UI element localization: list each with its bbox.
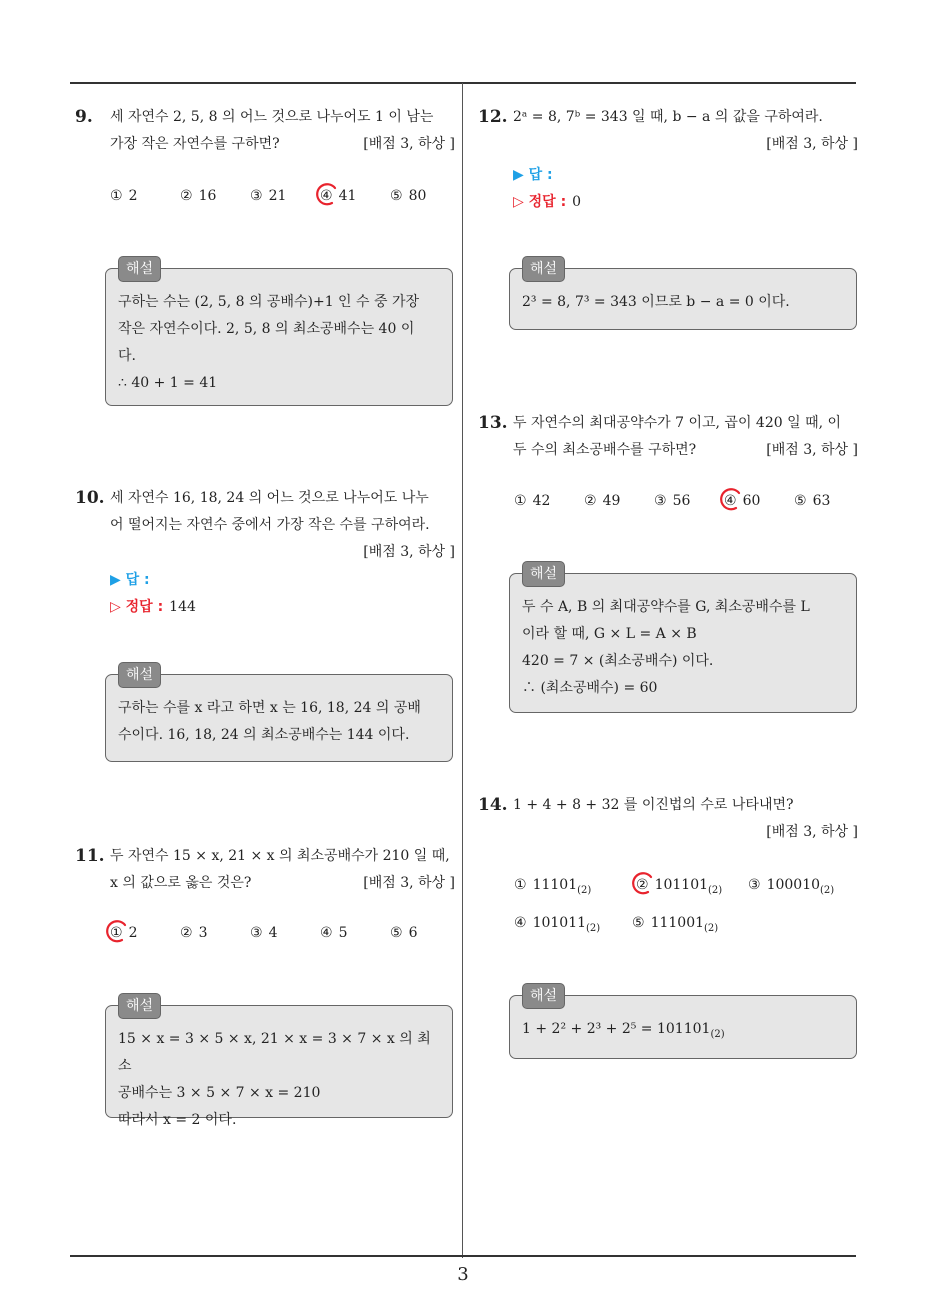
choice-3[interactable] bbox=[654, 491, 690, 511]
answer-block-q10 bbox=[110, 567, 196, 621]
explanation-line: 2³ = 8, 7³ = 343 이므로 b − a = 0 이다. bbox=[522, 294, 790, 310]
question-text-line: 어 떨어지는 자연수 중에서 가장 작은 수를 구하여라. bbox=[110, 517, 430, 533]
choice-value: 2 bbox=[128, 188, 138, 204]
choice-number: ③ bbox=[748, 877, 761, 893]
choice-value: 60 bbox=[742, 493, 761, 509]
explanation-line: 따라서 x = 2 이다. bbox=[118, 1112, 237, 1128]
choice-number: ② bbox=[584, 493, 597, 509]
choice-value: 42 bbox=[532, 493, 551, 509]
choice-2[interactable] bbox=[636, 875, 722, 901]
explanation-line: ∴ (최소공배수) = 60 bbox=[522, 680, 658, 696]
explanation-box-q12 bbox=[509, 261, 857, 330]
selected-answer-mark-icon bbox=[105, 919, 130, 944]
choice-value: 80 bbox=[408, 188, 427, 204]
choice-value: 11101 bbox=[532, 877, 578, 893]
choices-q11 bbox=[110, 923, 450, 945]
choice-number: ⑤ bbox=[390, 925, 403, 941]
choice-number: ⑤ bbox=[390, 188, 403, 204]
choice-2[interactable] bbox=[584, 491, 620, 511]
correct-value: 144 bbox=[169, 599, 196, 615]
choice-4[interactable] bbox=[514, 913, 600, 939]
explanation-box-q11 bbox=[105, 998, 453, 1128]
correct-value: 0 bbox=[572, 194, 582, 210]
choice-2[interactable] bbox=[180, 923, 207, 943]
base-subscript: (2) bbox=[820, 884, 835, 896]
explanation-line: 수이다. 16, 18, 24 의 최소공배수는 144 이다. bbox=[118, 727, 410, 743]
correct-label: ▷ 정답 : bbox=[110, 599, 164, 615]
choice-value: 56 bbox=[672, 493, 691, 509]
choice-number: ① bbox=[514, 877, 527, 893]
choice-value: 2 bbox=[128, 925, 138, 941]
choice-number: ① bbox=[110, 188, 123, 204]
question-11 bbox=[75, 843, 455, 897]
choice-number: ④ bbox=[320, 188, 333, 204]
choice-3[interactable] bbox=[250, 923, 277, 943]
choice-value: 16 bbox=[198, 188, 217, 204]
correct-answer-line bbox=[513, 189, 581, 216]
explanation-line: 작은 자연수이다. 2, 5, 8 의 최소공배수는 40 이 bbox=[118, 321, 415, 337]
choice-4[interactable] bbox=[320, 186, 356, 206]
selected-answer-mark-icon bbox=[631, 871, 656, 896]
question-number: 12. bbox=[478, 107, 508, 127]
choice-value: 21 bbox=[268, 188, 287, 204]
explanation-box-q10 bbox=[105, 667, 453, 762]
question-text-line: 2ᵃ = 8, 7ᵇ = 343 일 때, b − a 의 값을 구하여라. bbox=[513, 109, 823, 125]
answer-label: ▶ 답 : bbox=[513, 167, 553, 183]
choice-5[interactable] bbox=[390, 186, 426, 206]
question-text-line: 두 수의 최소공배수를 구하면? bbox=[513, 442, 697, 458]
choice-number: ④ bbox=[724, 493, 737, 509]
bottom-rule bbox=[70, 1255, 856, 1257]
explanation-tag: 해설 bbox=[118, 256, 161, 282]
choice-4[interactable] bbox=[724, 491, 760, 511]
explanation-line: 이라 할 때, G × L = A × B bbox=[522, 626, 697, 642]
choice-1[interactable] bbox=[514, 875, 591, 901]
question-12 bbox=[478, 104, 858, 158]
choices-q9 bbox=[110, 186, 450, 208]
choice-value: 5 bbox=[338, 925, 348, 941]
choice-5[interactable] bbox=[632, 913, 718, 939]
choice-1[interactable] bbox=[110, 186, 137, 206]
choice-2[interactable] bbox=[180, 186, 216, 206]
question-number: 11. bbox=[75, 846, 105, 866]
explanation-line: 420 = 7 × (최소공배수) 이다. bbox=[522, 653, 714, 669]
choice-value: 4 bbox=[268, 925, 278, 941]
choices-q13 bbox=[514, 491, 854, 513]
choice-number: ① bbox=[110, 925, 123, 941]
score-meta: [배점 3, 하상 ] bbox=[766, 824, 858, 840]
choice-value: 6 bbox=[408, 925, 418, 941]
answer-label: ▶ 답 : bbox=[110, 572, 150, 588]
question-number: 13. bbox=[478, 413, 508, 433]
choice-number: ④ bbox=[514, 915, 527, 931]
explanation-tag: 해설 bbox=[118, 662, 161, 688]
choice-number: ② bbox=[180, 925, 193, 941]
question-10 bbox=[75, 485, 455, 566]
choice-number: ② bbox=[180, 188, 193, 204]
choice-5[interactable] bbox=[390, 923, 417, 943]
explanation-box-q9 bbox=[105, 261, 453, 406]
choice-3[interactable] bbox=[748, 875, 834, 901]
question-text-line: x 의 값으로 옳은 것은? bbox=[110, 875, 252, 891]
choice-number: ③ bbox=[654, 493, 667, 509]
explanation-tag: 해설 bbox=[522, 256, 565, 282]
choice-1[interactable] bbox=[514, 491, 550, 511]
explanation-line: 다. bbox=[118, 348, 136, 364]
choice-number: ② bbox=[636, 877, 649, 893]
question-14 bbox=[478, 792, 858, 846]
choice-number: ⑤ bbox=[794, 493, 807, 509]
score-meta: [배점 3, 하상 ] bbox=[363, 544, 455, 560]
correct-answer-line bbox=[110, 594, 196, 621]
top-rule bbox=[70, 82, 856, 84]
choice-value: 41 bbox=[338, 188, 357, 204]
selected-answer-mark-icon bbox=[315, 182, 340, 207]
question-text-line: 세 자연수 2, 5, 8 의 어느 것으로 나누어도 1 이 남는 bbox=[110, 109, 434, 125]
answer-block-q12 bbox=[513, 162, 581, 216]
score-meta: [배점 3, 하상 ] bbox=[363, 875, 455, 891]
score-meta: [배점 3, 하상 ] bbox=[766, 442, 858, 458]
base-subscript: (2) bbox=[708, 884, 723, 896]
explanation-box-q14 bbox=[509, 988, 857, 1059]
base-subscript: (2) bbox=[710, 1028, 725, 1040]
base-subscript: (2) bbox=[577, 884, 592, 896]
choice-number: ④ bbox=[320, 925, 333, 941]
question-13 bbox=[478, 410, 858, 464]
score-meta: [배점 3, 하상 ] bbox=[363, 136, 455, 152]
explanation-line: 구하는 수는 (2, 5, 8 의 공배수)+1 인 수 중 가장 bbox=[118, 294, 420, 310]
choice-number: ③ bbox=[250, 188, 263, 204]
explanation-expression: 1 + 2² + 2³ + 2⁵ = 101101 bbox=[522, 1021, 711, 1037]
choice-1[interactable] bbox=[110, 923, 137, 943]
question-number: 10. bbox=[75, 488, 105, 508]
choice-value: 100010 bbox=[766, 877, 821, 893]
question-text-line: 세 자연수 16, 18, 24 의 어느 것으로 나누어도 나누 bbox=[110, 490, 429, 506]
choice-value: 3 bbox=[198, 925, 208, 941]
question-text-line: 1 + 4 + 8 + 32 를 이진법의 수로 나타내면? bbox=[513, 797, 794, 813]
question-text-line: 두 자연수의 최대공약수가 7 이고, 곱이 420 일 때, 이 bbox=[513, 415, 842, 431]
explanation-tag: 해설 bbox=[118, 993, 161, 1019]
explanation-line: 공배수는 3 × 5 × 7 × x = 210 bbox=[118, 1085, 321, 1101]
explanation-line: ∴ 40 + 1 = 41 bbox=[118, 375, 218, 391]
choice-number: ③ bbox=[250, 925, 263, 941]
choice-number: ① bbox=[514, 493, 527, 509]
choice-value: 111001 bbox=[650, 915, 705, 931]
choice-value: 101101 bbox=[654, 877, 709, 893]
page-number: 3 bbox=[457, 1264, 469, 1285]
base-subscript: (2) bbox=[586, 922, 601, 934]
explanation-box-q13 bbox=[509, 566, 857, 713]
correct-label: ▷ 정답 : bbox=[513, 194, 567, 210]
choice-5[interactable] bbox=[794, 491, 830, 511]
question-number: 9. bbox=[75, 107, 93, 127]
score-meta: [배점 3, 하상 ] bbox=[766, 136, 858, 152]
explanation-tag: 해설 bbox=[522, 561, 565, 587]
explanation-line: 구하는 수를 x 라고 하면 x 는 16, 18, 24 의 공배 bbox=[118, 700, 421, 716]
choice-4[interactable] bbox=[320, 923, 347, 943]
choice-value: 49 bbox=[602, 493, 621, 509]
choice-number: ⑤ bbox=[632, 915, 645, 931]
column-divider bbox=[462, 83, 463, 1258]
selected-answer-mark-icon bbox=[719, 487, 744, 512]
question-text-line: 가장 작은 자연수를 구하면? bbox=[110, 136, 280, 152]
explanation-line: 15 × x = 3 × 5 × x, 21 × x = 3 × 7 × x 의 최소 bbox=[118, 1031, 431, 1074]
explanation-tag: 해설 bbox=[522, 983, 565, 1009]
choice-value: 101011 bbox=[532, 915, 587, 931]
explanation-line bbox=[522, 1016, 844, 1048]
choice-value: 63 bbox=[812, 493, 831, 509]
base-subscript: (2) bbox=[704, 922, 719, 934]
explanation-line: 두 수 A, B 의 최대공약수를 G, 최소공배수를 L bbox=[522, 599, 810, 615]
question-text-line: 두 자연수 15 × x, 21 × x 의 최소공배수가 210 일 때, bbox=[110, 848, 450, 864]
choices-q14 bbox=[514, 875, 854, 935]
choice-3[interactable] bbox=[250, 186, 286, 206]
question-9 bbox=[75, 104, 455, 158]
question-number: 14. bbox=[478, 795, 508, 815]
